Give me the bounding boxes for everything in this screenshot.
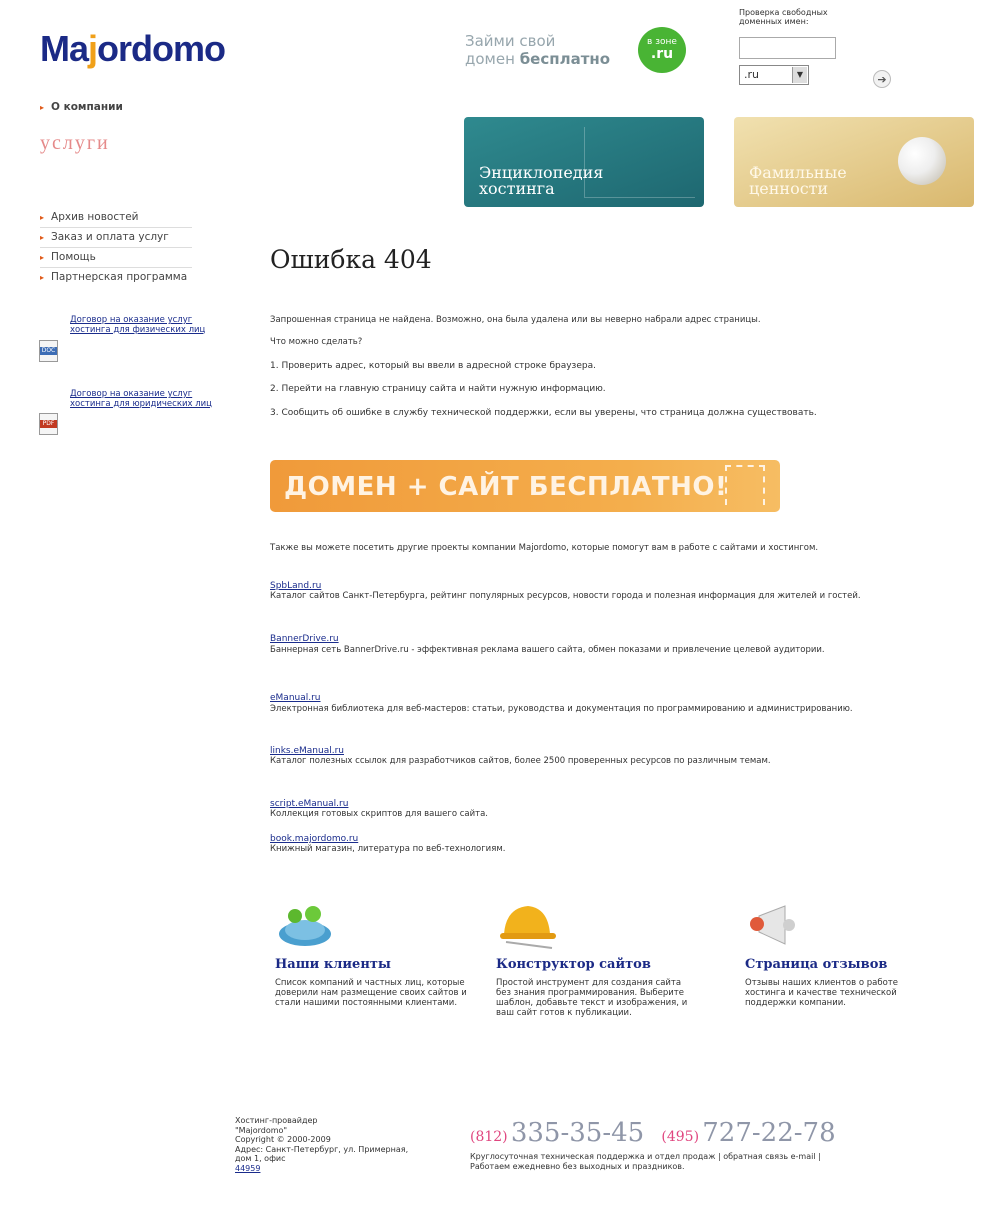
phone-number[interactable]: 727-22-78 xyxy=(702,1118,836,1148)
encyclopedia-banner[interactable] xyxy=(464,117,704,207)
banner-line: хостинга xyxy=(479,179,555,198)
project-desc: Коллекция готовых скриптов для вашего сайта. xyxy=(270,809,488,819)
doc-link-individuals[interactable]: Договор на оказание услуг хостинга для физических лиц xyxy=(70,315,206,335)
promo-line1: Займи свой xyxy=(465,32,556,50)
house-icon xyxy=(725,465,765,505)
banner-line: Энциклопедия xyxy=(479,163,604,182)
doc-icon[interactable]: DOC xyxy=(39,340,58,362)
arrow-icon: ▸ xyxy=(40,213,45,222)
footer-company-info xyxy=(235,1116,425,1173)
page-title: Ошибка 404 xyxy=(270,245,432,274)
footer-company: "Majordomo" xyxy=(235,1125,288,1135)
project-link-book-majordomo[interactable]: book.majordomo.ru xyxy=(270,834,359,844)
phone-code: (495) xyxy=(661,1129,700,1145)
arrow-icon: ▸ xyxy=(40,253,45,262)
majordomo-logo[interactable]: Majordomo xyxy=(40,28,226,69)
nav-item-label: Заказ и оплата услуг xyxy=(51,231,169,243)
nav-item-archive[interactable] xyxy=(40,211,192,228)
zone-value: .ru xyxy=(744,68,759,81)
hard-hat-icon[interactable] xyxy=(496,900,556,950)
step-3: 3. Сообщить об ошибке в службу технической поддержки, если вы уверены, что страница должна существовать. xyxy=(270,408,817,418)
feature-title-reviews[interactable]: Страница отзывов xyxy=(745,957,888,972)
chevron-down-icon: ▼ xyxy=(792,67,807,83)
domain-check-button[interactable]: ➔ xyxy=(873,70,891,88)
nav-about-label: О компании xyxy=(51,101,123,113)
nav-item-order[interactable] xyxy=(40,231,192,248)
error-intro: Запрошенная страница не найдена. Возможно, она была удалена или вы неверно набрали адрес страницы. xyxy=(270,315,761,325)
footer-contacts-line: Работаем ежедневно без выходных и праздников. xyxy=(470,1162,685,1171)
pdf-icon[interactable]: PDF xyxy=(39,413,58,435)
footer-contacts xyxy=(470,1152,930,1172)
nav-item-label: Партнерская программа xyxy=(51,271,188,283)
domain-input[interactable] xyxy=(739,37,836,59)
arrow-icon: ▸ xyxy=(40,273,45,282)
arrow-icon: ▸ xyxy=(40,233,45,242)
project-link-bannerdrive[interactable]: BannerDrive.ru xyxy=(270,634,339,644)
logo-j-glyph: j xyxy=(88,28,98,69)
nav-about[interactable] xyxy=(40,101,192,113)
promo-line2-bold: бесплатно xyxy=(519,50,611,68)
error-question: Что можно сделать? xyxy=(270,337,363,347)
footer-contacts-line[interactable]: Круглосуточная техническая поддержка и отдел продаж | обратная связь e-mail | xyxy=(470,1152,821,1161)
arrow-icon: ▸ xyxy=(40,103,45,112)
megaphone-icon[interactable] xyxy=(745,900,805,950)
domain-check-label: Проверка свободных доменных имен: xyxy=(739,8,828,26)
free-domain-promo[interactable] xyxy=(465,32,610,68)
nav-services-heading: услуги xyxy=(40,132,110,154)
footer-phones xyxy=(470,1118,836,1148)
nav-item-partner[interactable] xyxy=(40,271,192,283)
project-desc: Баннерная сеть BannerDrive.ru - эффективная реклама вашего сайта, обмен показами и привлечение целевой аудитории. xyxy=(270,645,825,655)
project-link-links-emanual[interactable]: links.eManual.ru xyxy=(270,746,344,756)
footer-copyright: Copyright © 2000-2009 xyxy=(235,1135,331,1144)
feature-desc-clients: Список компаний и частных лиц, которые доверили нам размещение своих сайтов и стали нашими постоянными клиентами. xyxy=(275,978,467,1008)
footer-line: Хостинг-провайдер xyxy=(235,1116,318,1125)
badge-top-text: в зоне xyxy=(647,37,677,47)
project-desc: Электронная библиотека для веб-мастеров: статьи, руководства и документация по программированию и администрированию. xyxy=(270,704,853,714)
banner-line: ценности xyxy=(749,179,829,198)
nav-item-label: Архив новостей xyxy=(51,211,139,223)
step-1: 1. Проверить адрес, который вы ввели в адресной строке браузера. xyxy=(270,361,596,371)
project-desc: Книжный магазин, литература по веб-технологиям. xyxy=(270,844,506,854)
phone-code: (812) xyxy=(470,1129,508,1145)
project-desc: Каталог полезных ссылок для разработчиков сайтов, более 2500 проверенных ресурсов по различным темам. xyxy=(270,756,771,766)
clients-icon[interactable] xyxy=(275,900,335,950)
project-link-script-emanual[interactable]: script.eManual.ru xyxy=(270,799,349,809)
footer-index-link[interactable]: 44959 xyxy=(235,1163,261,1173)
ru-zone-badge[interactable] xyxy=(638,27,686,73)
footer-address: Адрес: Санкт-Петербург, ул. Примерная, дом 1, офис xyxy=(235,1144,409,1163)
doc-link-legal[interactable]: Договор на оказание услуг хостинга для юридических лиц xyxy=(70,389,212,409)
domain-site-free-banner[interactable] xyxy=(270,460,780,512)
phone-number[interactable]: 335-35-45 xyxy=(510,1118,645,1148)
nav-item-label: Помощь xyxy=(51,251,96,263)
project-desc: Каталог сайтов Санкт-Петербурга, рейтинг популярных ресурсов, новости города и полезная информация для жителей и гостей. xyxy=(270,591,861,601)
nav-item-help[interactable] xyxy=(40,251,192,268)
feature-title-clients[interactable]: Наши клиенты xyxy=(275,957,391,972)
banner-line: Фамильные xyxy=(749,163,847,182)
projects-intro: Также вы можете посетить другие проекты компании Majordomo, которые помогут вам в работе с сайтами и хостингом. xyxy=(270,543,819,553)
family-values-banner[interactable] xyxy=(734,117,974,207)
domain-zone-select[interactable] xyxy=(739,65,809,85)
promo-line2: домен xyxy=(465,50,515,68)
feature-title-builder[interactable]: Конструктор сайтов xyxy=(496,957,651,972)
project-link-emanual[interactable]: eManual.ru xyxy=(270,693,321,703)
feature-desc-builder: Простой инструмент для создания сайта без знания программирования. Выберите шаблон, добавьте текст и изображения, и ваш сайт готов к публикации. xyxy=(496,978,688,1018)
badge-zone-text: .ru xyxy=(650,46,674,62)
feature-desc-reviews: Отзывы наших клиентов о работе хостинга и качестве технической поддержки компании. xyxy=(745,978,898,1008)
project-link-spbland[interactable]: SpbLand.ru xyxy=(270,581,322,591)
pearl-image xyxy=(898,137,946,185)
promo-banner-text: ДОМЕН + САЙТ БЕСПЛАТНО! xyxy=(284,472,728,502)
step-2: 2. Перейти на главную страницу сайта и найти нужную информацию. xyxy=(270,384,606,394)
